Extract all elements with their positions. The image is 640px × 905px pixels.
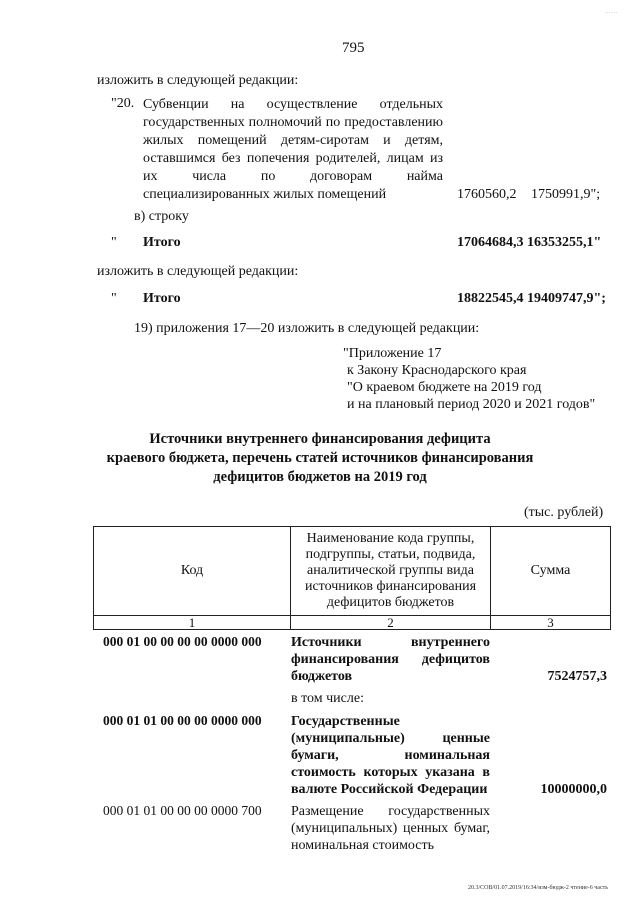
row-4-code: 000 01 01 00 00 00 0000 700 <box>103 803 262 818</box>
item20-text: Субвенции на осуществление отдельных государственных полномочий по предоставлению жилых помещений детям-сиротам и детям, оставшимся без попечения родителей, лицам из их числа по договорам найма специализированных жилых помещений <box>143 97 443 202</box>
title-line-2: краевого бюджета, перечень статей источников финансирования <box>106 450 534 466</box>
title-line-3: дефицитов бюджетов на 2019 год <box>213 469 427 485</box>
header-code: Код <box>94 527 291 616</box>
appendix-line-4: и на плановый период 2020 и 2021 годов" <box>347 397 596 412</box>
appendix-line-1: "Приложение 17 <box>343 346 442 361</box>
item19-text: 19) приложения 17—20 изложить в следующей редакции: <box>134 321 480 336</box>
footer-stamp: 20.3/СОВ/01.07.2019/16:34/изм-бюдж-2 чтение-6 часть <box>468 885 608 891</box>
row-2-name: в том числе: <box>291 691 364 706</box>
row-1-sum: 7524757,3 <box>547 669 607 684</box>
header-name: Наименование кода группы, подгруппы, статьи, подвида, аналитической группы вида источников финансирования дефицитов бюджетов <box>291 527 491 616</box>
item20-number: "20. <box>111 96 135 111</box>
intro-line-2: изложить в следующей редакции: <box>97 264 299 279</box>
corner-mark: ...... <box>604 10 618 15</box>
header-number-2: 2 <box>291 616 491 630</box>
page-number: 795 <box>342 40 365 56</box>
appendix-line-2: к Закону Краснодарского края <box>347 363 527 378</box>
total-new-label: Итого <box>143 291 181 306</box>
title-line-1: Источники внутреннего финансирования дефицита <box>149 431 491 447</box>
item20-value-2: 1750991,9"; <box>531 187 601 202</box>
header-number-3: 3 <box>491 616 611 630</box>
document-title <box>0 430 640 487</box>
total-new-quote: " <box>111 291 117 306</box>
row-3-name: Государственные (муниципальные) ценные бумаги, номинальная стоимость которых указана в валюте Российской Федерации <box>291 714 490 797</box>
appendix-block <box>343 345 595 413</box>
total-old-label: Итого <box>143 235 181 250</box>
row-4-name: Размещение государственных (муниципальных) ценных бумаг, номинальная стоимость <box>291 804 490 853</box>
header-number-1: 1 <box>94 616 291 630</box>
sub-item-b: в) строку <box>134 209 189 224</box>
intro-line-1: изложить в следующей редакции: <box>97 73 299 88</box>
item20-value-1: 1760560,2 <box>457 187 517 202</box>
units-label: (тыс. рублей) <box>524 505 604 520</box>
row-1-name: Источники внутреннего финансирования дефицитов бюджетов <box>291 635 490 684</box>
header-sum: Сумма <box>491 527 611 616</box>
row-3-sum: 10000000,0 <box>540 782 607 797</box>
appendix-line-3: "О краевом бюджете на 2019 год <box>347 380 542 395</box>
total-new-values: 18822545,4 19409747,9"; <box>457 291 606 306</box>
total-old-quote: " <box>111 235 117 250</box>
total-old-values: 17064684,3 16353255,1" <box>457 235 602 250</box>
sources-table-header <box>93 526 611 630</box>
row-1-code: 000 01 00 00 00 00 0000 000 <box>103 634 262 649</box>
row-3-code: 000 01 01 00 00 00 0000 000 <box>103 713 262 728</box>
